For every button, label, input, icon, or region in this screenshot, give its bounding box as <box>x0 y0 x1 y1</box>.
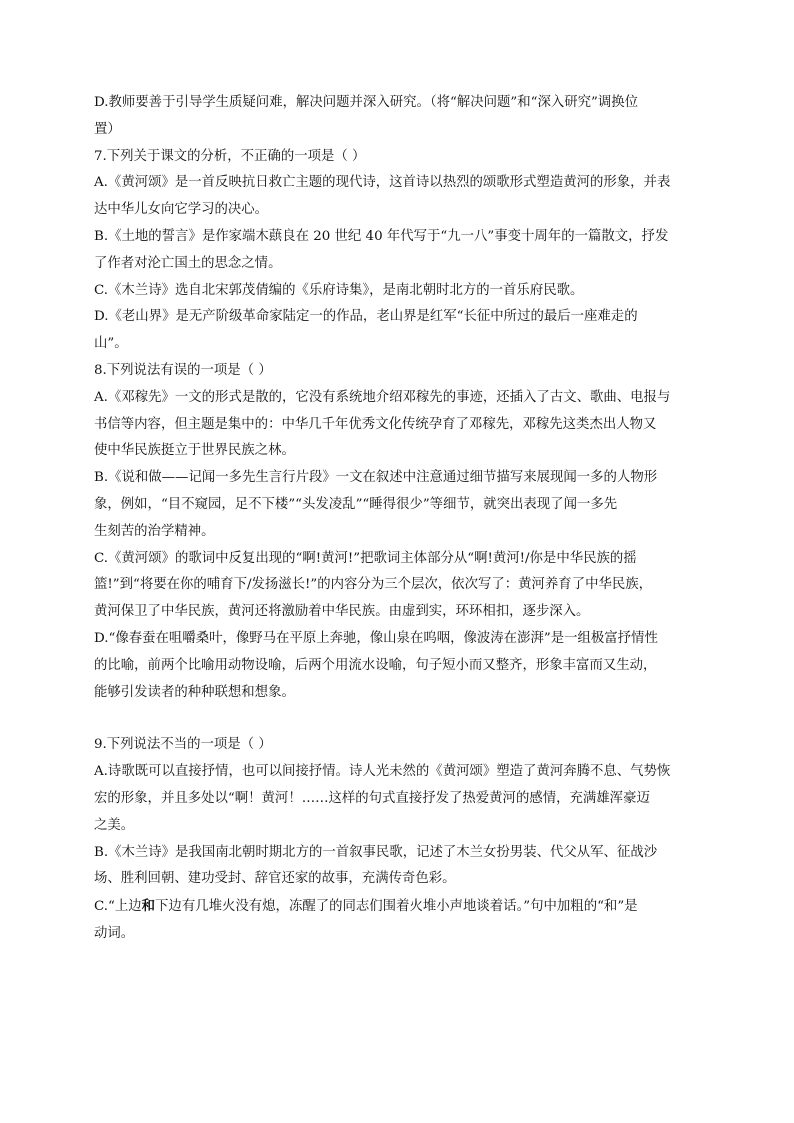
q8-option-d-line-1: D.“像春蚕在咀嚼桑叶，像野马在平原上奔驰，像山泉在呜咽，像波涛在澎湃”是一组极富抒情性 <box>94 630 658 646</box>
q8-option-d-line-3: 能够引发读者的种种联想和想象。 <box>94 684 295 700</box>
q9-option-a-line-2: 宏的形象，并且多处以“啊！黄河！……这样的句式直接抒发了热爱黄河的感情，充满雄浑豪迈 <box>94 790 650 806</box>
q7-stem: 7.下列关于课文的分析，不正确的一项是（ ） <box>94 148 366 164</box>
q8-option-c-line-1: C.《黄河颂》的歌词中反复出现的“啊!黄河!”把歌词主体部分从“啊!黄河!/你是中华民族的摇 <box>94 550 637 566</box>
q9-option-c-text-after: 下边有几堆火没有熄，冻醒了的同志们围着火堆小声地谈着话。”句中加粗的“和”是 <box>155 899 638 915</box>
q7-option-b-line-1: B.《土地的誓言》是作家端木蕻良在 20 世纪 40 年代写于“九一八”事变十周年的一篇散文，抒发 <box>94 228 669 244</box>
q7-option-b-line-2: 了作者对沦亡国土的思念之情。 <box>94 255 282 271</box>
q7-option-c-line-1: C.《木兰诗》选自北宋郭茂倩编的《乐府诗集》，是南北朝时北方的一首乐府民歌。 <box>94 282 584 298</box>
q7-option-d-line-2: 山”。 <box>94 336 128 352</box>
q9-option-c-bold-word: 和 <box>141 898 156 915</box>
section-spacer <box>94 706 702 732</box>
exam-page <box>94 90 702 948</box>
q8-option-a-line-1: A.《邓稼先》一文的形式是散的，它没有系统地介绍邓稼先的事迹，还插入了古文、歌曲、电报与 <box>94 389 671 405</box>
q6-option-d-line-2: 置） <box>94 121 121 137</box>
q7-option-a-line-2: 达中华儿女向它学习的决心。 <box>94 202 269 218</box>
q8-option-c-line-3: 黄河保卫了中华民族，黄河还将激励着中华民族。由虚到实，环环相扣，逐步深入。 <box>94 604 590 620</box>
q9-stem: 9.下列说法不当的一项是（ ） <box>94 737 272 753</box>
q7-option-a-line-1: A.《黄河颂》是一首反映抗日救亡主题的现代诗，这首诗以热烈的颂歌形式塑造黄河的形象，并表 <box>94 175 671 191</box>
q8-option-d-line-2: 的比喻，前两个比喻用动物设喻，后两个用流水设喻，句子短小而又整齐，形象丰富而又生动， <box>94 657 657 673</box>
q9-option-c-line-2: 动词。 <box>94 925 135 941</box>
q7-option-d-line-1: D.《老山界》是无产阶级革命家陆定一的作品，老山界是红军“长征中所过的最后一座难走的 <box>94 309 638 325</box>
q8-option-b-line-2: 象，例如，“目不窥园，足不下楼”“头发凌乱”“睡得很少”等细节，就突出表现了闻一多先 <box>94 496 618 512</box>
q9-option-b-line-2: 场、胜利回朝、建功受封、辞官还家的故事，充满传奇色彩。 <box>94 871 456 887</box>
q8-option-b-line-1: B.《说和做——记闻一多先生言行片段》一文在叙述中注意通过细节描写来展现闻一多的人物形 <box>94 470 658 486</box>
q8-option-b-line-3: 生刻苦的治学精神。 <box>94 523 215 539</box>
q8-option-a-line-2: 书信等内容，但主题是集中的：中华几千年优秀文化传统孕育了邓稼先，邓稼先这类杰出人物又 <box>94 416 657 432</box>
q9-option-c-text-before: C.“上边 <box>94 899 142 915</box>
q9-option-b-line-1: B.《木兰诗》是我国南北朝时期北方的一首叙事民歌，记述了木兰女扮男装、代父从军、征战沙 <box>94 844 658 860</box>
q6-option-d-line-1: D.教师要善于引导学生质疑问难，解决问题并深入研究。（将“解决问题”和“深入研究”调换位 <box>94 95 639 110</box>
q9-option-c-line-1 <box>94 893 702 921</box>
q9-option-a-line-3: 之美。 <box>94 817 135 833</box>
q9-option-a-line-1: A.诗歌既可以直接抒情，也可以间接抒情。诗人光未然的《黄河颂》塑造了黄河奔腾不息、气势恢 <box>94 764 671 780</box>
q8-option-c-line-2: 篮!”到“将要在你的哺育下/发扬滋长!”的内容分为三个层次，依次写了：黄河养育了中华民族， <box>94 577 653 593</box>
q8-option-a-line-3: 使中华民族挺立于世界民族之林。 <box>94 443 295 459</box>
q8-stem: 8.下列说法有误的一项是（ ） <box>94 362 272 378</box>
